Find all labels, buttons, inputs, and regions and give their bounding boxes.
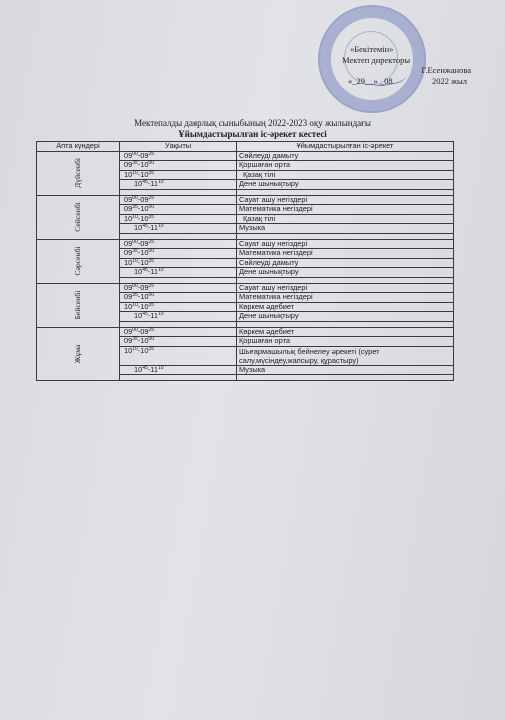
end-minute: 10 bbox=[157, 223, 164, 229]
end-hour: 10 bbox=[140, 336, 149, 345]
weekday-cell bbox=[37, 239, 120, 283]
end-hour: 09 bbox=[140, 326, 149, 336]
end-hour: 10 bbox=[140, 169, 149, 179]
activity-cell: Шығармашылық бейнелеу әрекеті (сурет салу,мүсіндеу,жапсыру, құрастыру) bbox=[237, 346, 454, 365]
start-hour: 09 bbox=[124, 292, 133, 301]
activity-cell: Қоршаған орта bbox=[237, 337, 454, 347]
start-minute: 45 bbox=[142, 364, 148, 371]
start-minute: 35 bbox=[132, 204, 138, 210]
spacer-cell bbox=[237, 375, 454, 381]
time-cell: $10^{45}-11^{10}$ bbox=[120, 224, 237, 234]
start-hour: 09 bbox=[124, 282, 133, 292]
end-minute: 35 bbox=[148, 301, 155, 308]
start-minute: 45 bbox=[142, 267, 148, 273]
start-hour: 09 bbox=[124, 160, 133, 169]
time-cell: $09^{00}-09^{25}$ bbox=[120, 195, 237, 205]
time-cell: $10^{45}-11^{10}$ bbox=[120, 365, 237, 375]
time-cell: $10^{10}-10^{35}$ bbox=[120, 302, 237, 312]
weekday-label: Сәрсенбі bbox=[72, 246, 82, 276]
end-hour: 10 bbox=[140, 160, 149, 169]
end-hour: 10 bbox=[140, 292, 149, 301]
end-hour: 10 bbox=[140, 213, 149, 223]
end-minute: 35 bbox=[148, 169, 155, 176]
activity-cell: Қоршаған орта bbox=[237, 161, 454, 171]
approval-date-year: 2022 жыл bbox=[432, 75, 467, 86]
activity-cell: Математика негіздері bbox=[237, 205, 454, 215]
document-subtitle: Ұйымдастырылған іс-әрекет кестесі bbox=[178, 129, 327, 139]
start-minute: 00 bbox=[132, 194, 138, 201]
time-cell: $09^{00}-09^{25}$ bbox=[120, 327, 237, 337]
start-hour: 09 bbox=[124, 194, 133, 204]
activity-cell: Сөйлеуді дамыту bbox=[237, 151, 454, 161]
end-hour: 11 bbox=[150, 364, 158, 374]
end-minute: 35 bbox=[148, 345, 155, 352]
time-cell: $10^{10}-10^{35}$ bbox=[120, 346, 237, 365]
end-hour: 09 bbox=[140, 282, 149, 292]
end-minute: 00 bbox=[148, 336, 155, 342]
header-time: Уақыты bbox=[120, 142, 237, 152]
header-weekdays: Апта күндері bbox=[37, 142, 120, 152]
approval-position: Мектеп директоры bbox=[342, 54, 411, 65]
time-cell: $10^{10}-10^{35}$ bbox=[120, 214, 237, 224]
weekday-cell bbox=[37, 195, 120, 239]
activity-cell: Музыка bbox=[237, 365, 454, 375]
start-hour: 09 bbox=[124, 336, 133, 345]
start-minute: 10 bbox=[132, 301, 138, 308]
approval-date-month: _08 bbox=[379, 75, 393, 86]
schedule-table bbox=[36, 141, 454, 381]
end-hour: 09 bbox=[140, 150, 149, 160]
start-hour: 09 bbox=[124, 238, 133, 248]
weekday-cell bbox=[37, 327, 120, 381]
weekday-label: Сейсенбі bbox=[72, 202, 82, 232]
weekday-cell bbox=[37, 283, 120, 327]
end-hour: 11 bbox=[150, 311, 158, 320]
time-cell: $09^{35}-10^{00}$ bbox=[120, 293, 237, 303]
start-minute: 35 bbox=[132, 336, 138, 342]
start-hour: 10 bbox=[124, 345, 133, 355]
activity-cell: Математика негіздері bbox=[237, 293, 454, 303]
activity-cell: Сауат ашу негіздері bbox=[237, 239, 454, 249]
start-hour: 10 bbox=[124, 213, 133, 223]
start-hour: 10 bbox=[134, 364, 143, 374]
activity-cell: Сауат ашу негіздері bbox=[237, 195, 454, 205]
end-hour: 10 bbox=[140, 257, 149, 267]
start-minute: 45 bbox=[142, 179, 148, 185]
start-minute: 00 bbox=[132, 150, 138, 157]
time-cell: $10^{45}-11^{10}$ bbox=[120, 312, 237, 322]
time-cell: $10^{45}-11^{10}$ bbox=[120, 268, 237, 278]
end-minute: 25 bbox=[148, 194, 155, 201]
activity-cell: Қазақ тілі bbox=[237, 170, 454, 180]
end-minute: 10 bbox=[157, 267, 164, 273]
start-hour: 09 bbox=[124, 326, 133, 336]
time-cell: $09^{35}-10^{00}$ bbox=[120, 205, 237, 215]
end-minute: 00 bbox=[148, 160, 155, 166]
weekday-label: Бейсенбі bbox=[72, 290, 82, 320]
time-cell: $09^{35}-10^{00}$ bbox=[120, 161, 237, 171]
activity-cell: Сөйлеуді дамыту bbox=[237, 258, 454, 268]
end-hour: 10 bbox=[140, 301, 149, 311]
start-minute: 45 bbox=[142, 223, 148, 229]
activity-cell: Көркем әдебиет bbox=[237, 327, 454, 337]
end-minute: 25 bbox=[148, 282, 155, 289]
start-minute: 10 bbox=[132, 213, 138, 220]
start-minute: 00 bbox=[132, 238, 138, 245]
activity-cell: Дене шынықтыру bbox=[237, 312, 454, 322]
end-hour: 11 bbox=[150, 223, 158, 232]
table-header-row bbox=[37, 142, 454, 152]
activity-cell: Қазақ тілі bbox=[237, 214, 454, 224]
start-minute: 10 bbox=[132, 345, 138, 352]
start-minute: 10 bbox=[132, 257, 138, 264]
activity-cell: Музыка bbox=[237, 224, 454, 234]
weekday-label: Жұма bbox=[72, 344, 82, 364]
activity-cell: Дене шынықтыру bbox=[237, 268, 454, 278]
end-hour: 10 bbox=[140, 345, 149, 355]
end-hour: 11 bbox=[150, 179, 158, 188]
approval-name: Г.Есенжанова bbox=[421, 65, 471, 75]
time-cell: $09^{35}-10^{00}$ bbox=[120, 337, 237, 347]
end-minute: 10 bbox=[157, 311, 164, 317]
weekday-cell bbox=[37, 151, 120, 195]
start-minute: 35 bbox=[132, 248, 138, 254]
approval-date bbox=[342, 76, 477, 87]
time-cell: $09^{00}-09^{25}$ bbox=[120, 151, 237, 161]
end-minute: 25 bbox=[148, 238, 155, 245]
end-minute: 10 bbox=[157, 364, 164, 371]
header-activity: Ұйымдастырылған іс-әрекет bbox=[237, 142, 454, 152]
start-hour: 09 bbox=[124, 150, 133, 160]
end-minute: 35 bbox=[148, 213, 155, 220]
time-cell: $10^{10}-10^{35}$ bbox=[120, 170, 237, 180]
end-hour: 10 bbox=[140, 248, 149, 257]
end-minute: 35 bbox=[148, 257, 155, 264]
start-hour: 10 bbox=[134, 267, 143, 276]
end-minute: 10 bbox=[157, 179, 164, 185]
end-minute: 00 bbox=[148, 292, 155, 298]
activity-cell: Математика негіздері bbox=[237, 249, 454, 259]
start-hour: 10 bbox=[134, 179, 143, 188]
start-hour: 09 bbox=[124, 204, 133, 213]
approval-heading: «Бекітемін» bbox=[350, 44, 394, 54]
time-cell: $10^{10}-10^{35}$ bbox=[120, 258, 237, 268]
activity-cell: Дене шынықтыру bbox=[237, 180, 454, 190]
end-hour: 11 bbox=[150, 267, 158, 276]
end-minute: 25 bbox=[148, 326, 155, 333]
end-minute: 00 bbox=[148, 204, 155, 210]
time-cell: $09^{00}-09^{25}$ bbox=[120, 283, 237, 293]
start-hour: 10 bbox=[124, 169, 133, 179]
approval-date-day: «_29__» bbox=[348, 75, 378, 86]
time-cell: $09^{00}-09^{25}$ bbox=[120, 239, 237, 249]
start-hour: 10 bbox=[124, 301, 133, 311]
start-minute: 00 bbox=[132, 326, 138, 333]
end-minute: 25 bbox=[148, 150, 155, 157]
end-hour: 09 bbox=[140, 238, 149, 248]
start-minute: 00 bbox=[132, 282, 138, 289]
start-minute: 35 bbox=[132, 292, 138, 298]
end-hour: 09 bbox=[140, 194, 149, 204]
start-hour: 10 bbox=[134, 223, 143, 232]
start-minute: 35 bbox=[132, 160, 138, 166]
weekday-label: Дүйсенбі bbox=[72, 158, 82, 188]
start-hour: 10 bbox=[124, 257, 133, 267]
document-title: Мектепалды даярлық сыныбының 2022-2023 оқу жылындағы bbox=[134, 118, 371, 128]
start-hour: 10 bbox=[134, 311, 143, 320]
approval-block bbox=[342, 44, 477, 86]
start-minute: 45 bbox=[142, 311, 148, 317]
end-hour: 10 bbox=[140, 204, 149, 213]
spacer-cell bbox=[120, 375, 237, 381]
time-cell: $10^{45}-11^{10}$ bbox=[120, 180, 237, 190]
activity-cell: Көркем әдебиет bbox=[237, 302, 454, 312]
start-hour: 09 bbox=[124, 248, 133, 257]
start-minute: 10 bbox=[132, 169, 138, 176]
activity-cell: Сауат ашу негіздері bbox=[237, 283, 454, 293]
end-minute: 00 bbox=[148, 248, 155, 254]
time-cell: $09^{35}-10^{00}$ bbox=[120, 249, 237, 259]
